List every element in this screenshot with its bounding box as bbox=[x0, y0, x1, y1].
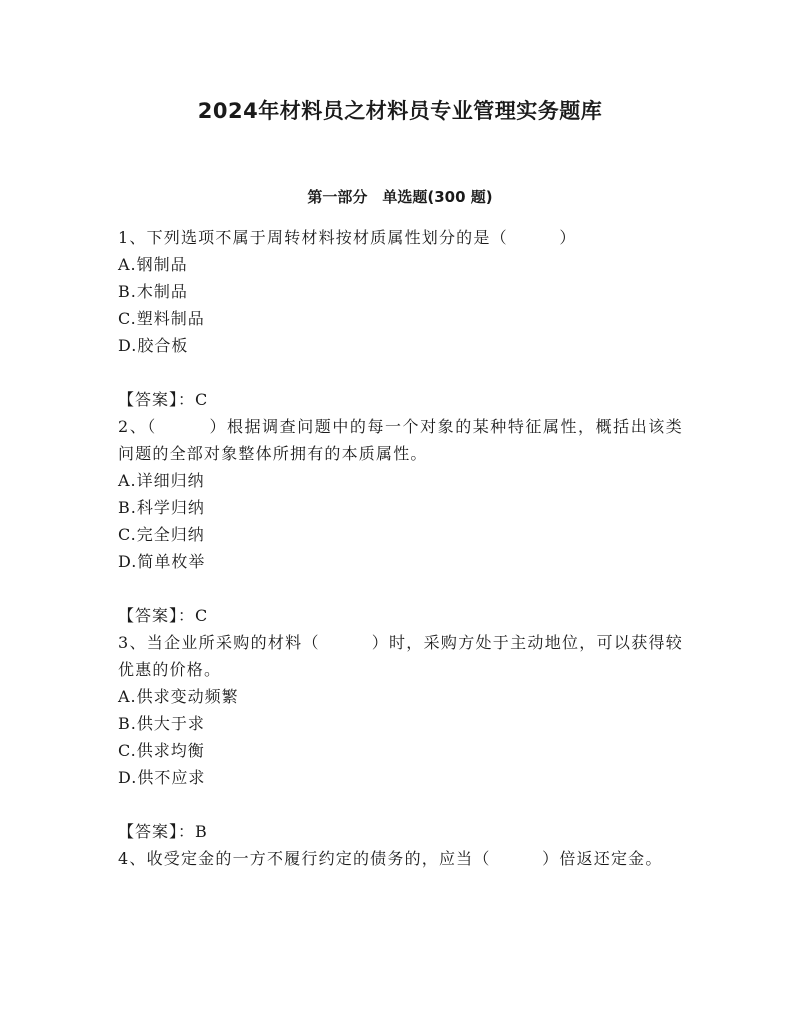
question-text: 2、（ ）根据调查问题中的每一个对象的某种特征属性，概括出该类问题的全部对象整体所拥有的本质属性。 bbox=[118, 417, 683, 463]
option-b: B.科学归纳 bbox=[118, 498, 205, 517]
question-3 bbox=[118, 629, 683, 845]
option-c: C.供求均衡 bbox=[118, 741, 205, 760]
question-list bbox=[118, 224, 683, 872]
question-1 bbox=[118, 224, 683, 413]
option-b: B.木制品 bbox=[118, 282, 188, 301]
option-d: D.简单枚举 bbox=[118, 552, 206, 571]
document-title: 2024年材料员之材料员专业管理实务题库 bbox=[197, 99, 603, 123]
option-d: D.供不应求 bbox=[118, 768, 206, 787]
section-title: 第一部分 单选题(300 题) bbox=[307, 188, 493, 206]
question-2 bbox=[118, 413, 683, 629]
answer-line: 【答案】：C bbox=[118, 606, 209, 625]
question-4 bbox=[118, 845, 683, 872]
option-a: A.详细归纳 bbox=[118, 471, 205, 490]
option-b: B.供大于求 bbox=[118, 714, 205, 733]
option-a: A.钢制品 bbox=[118, 255, 188, 274]
question-text: 4、收受定金的一方不履行约定的债务的，应当（ ）倍返还定金。 bbox=[118, 849, 663, 868]
question-text: 1、下列选项不属于周转材料按材质属性划分的是（ ） bbox=[118, 228, 577, 247]
option-d: D.胶合板 bbox=[118, 336, 189, 355]
question-text: 3、当企业所采购的材料（ ）时，采购方处于主动地位，可以获得较优惠的价格。 bbox=[118, 633, 683, 679]
answer-line: 【答案】：B bbox=[118, 822, 208, 841]
option-a: A.供求变动频繁 bbox=[118, 687, 239, 706]
option-c: C.完全归纳 bbox=[118, 525, 205, 544]
answer-line: 【答案】：C bbox=[118, 390, 209, 409]
option-c: C.塑料制品 bbox=[118, 309, 205, 328]
